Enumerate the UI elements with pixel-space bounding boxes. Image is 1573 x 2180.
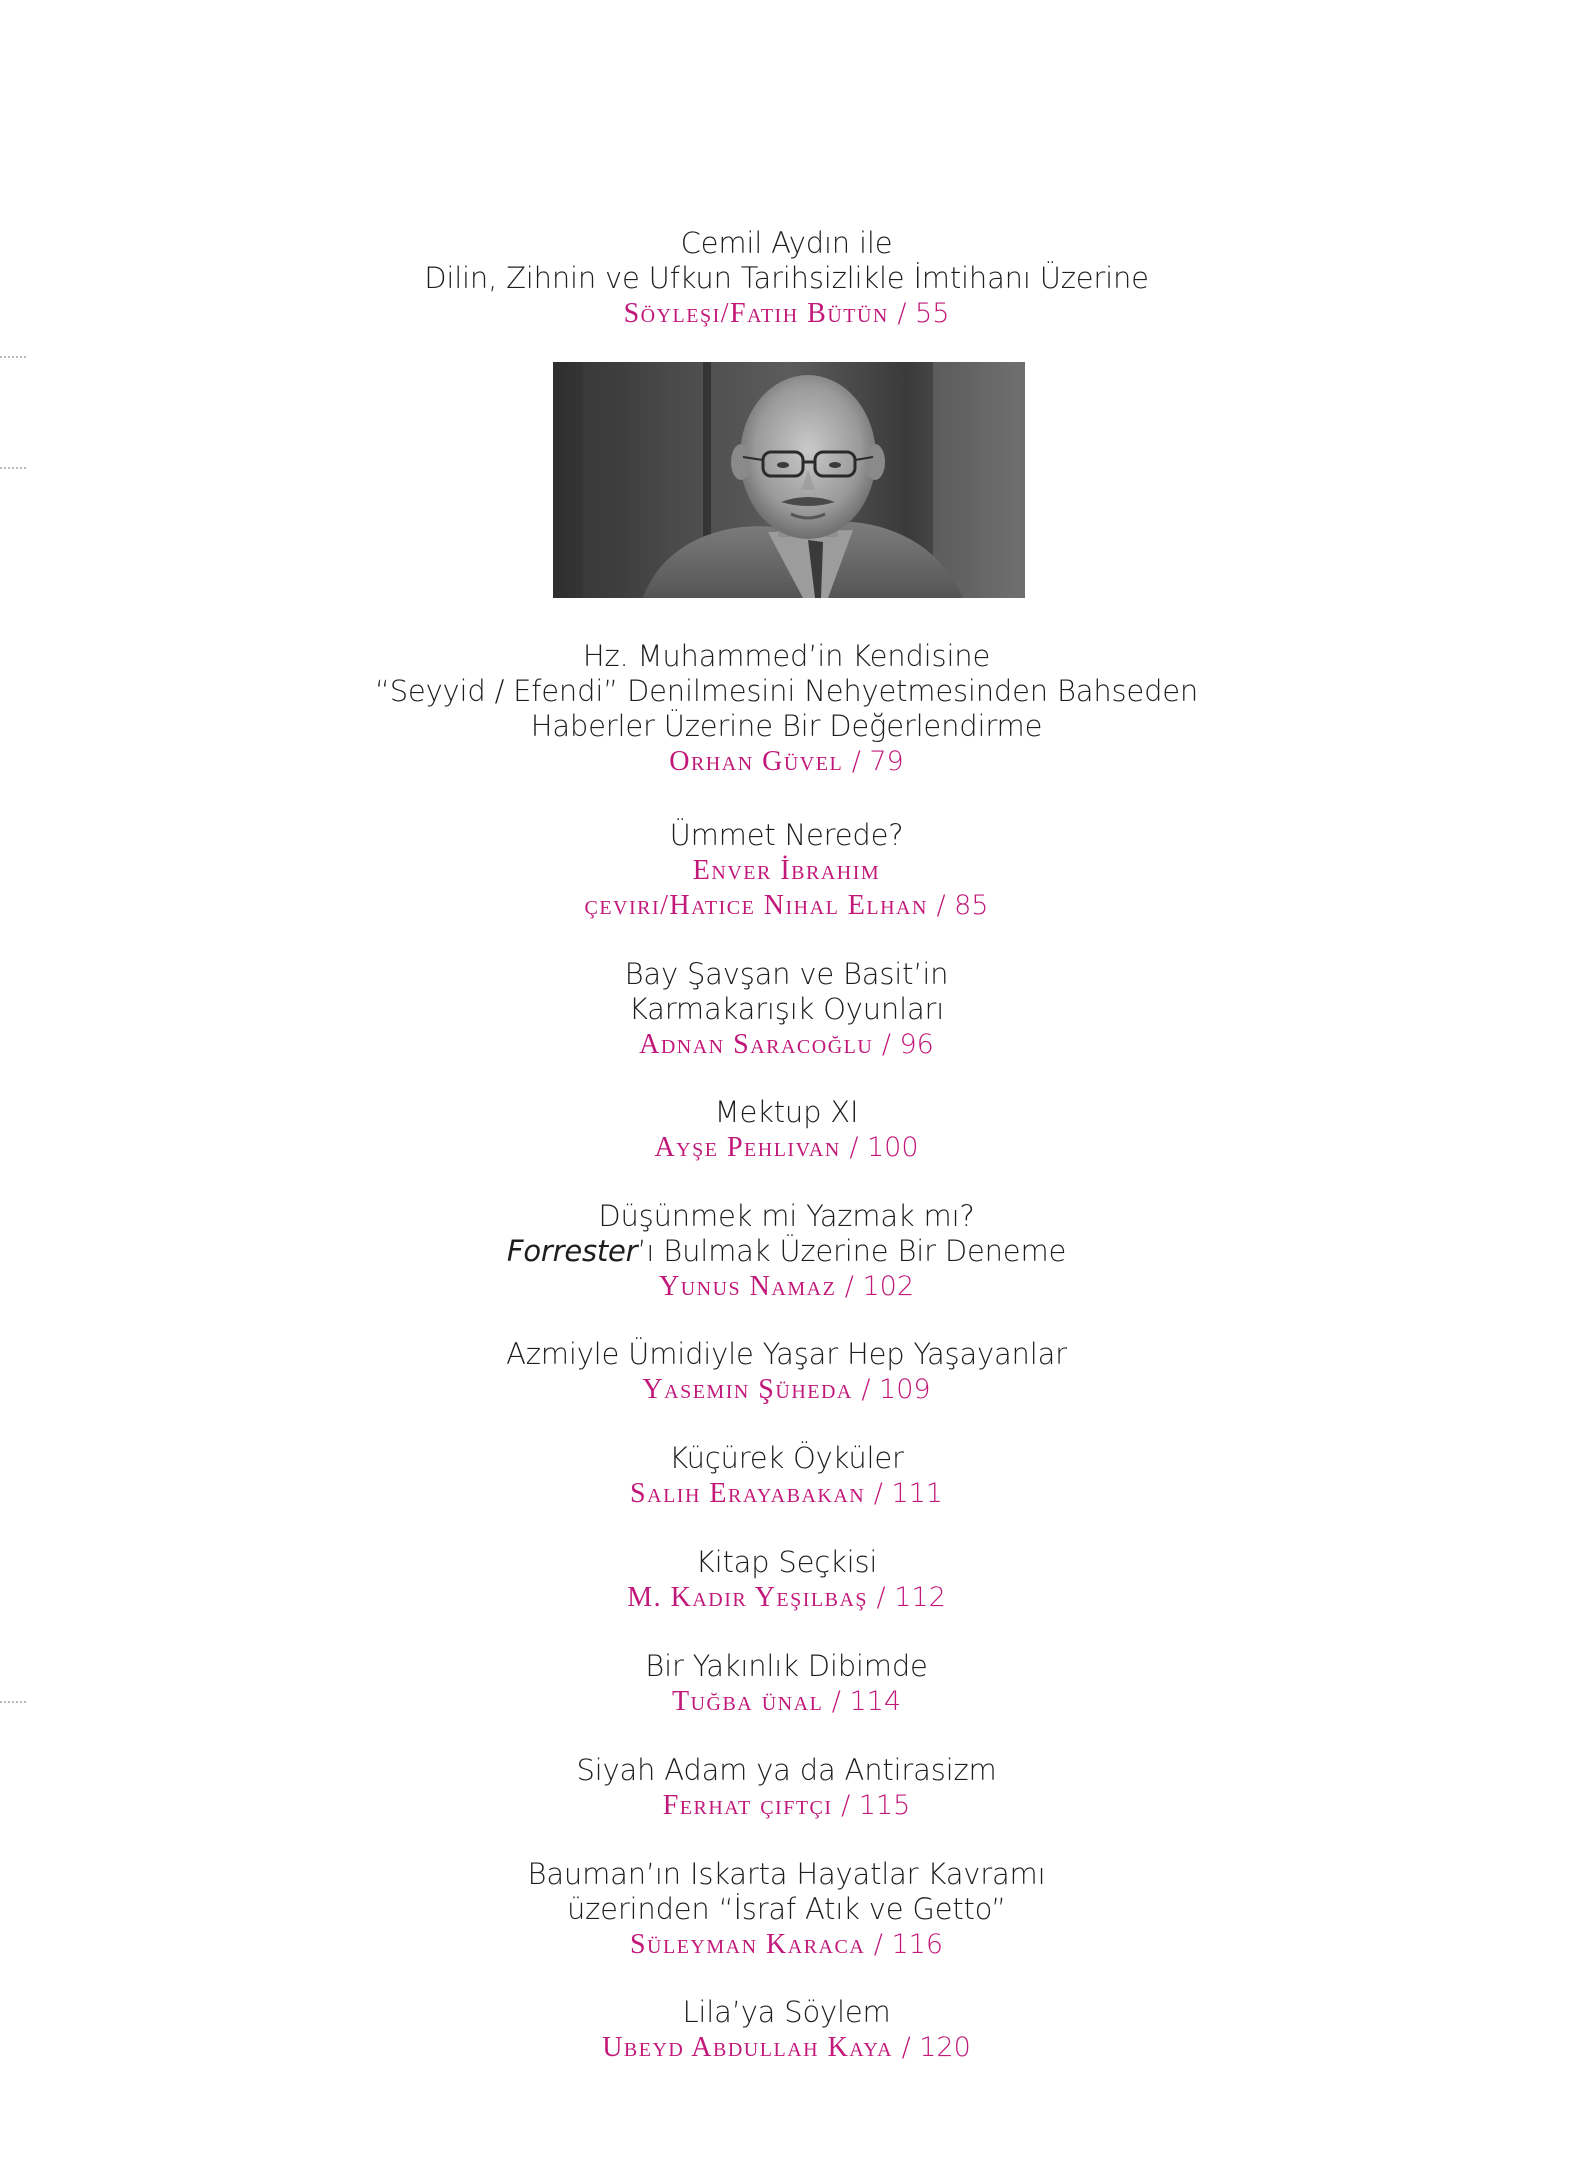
author-name: Orhan Güvel	[669, 746, 844, 777]
page-number: / 116	[873, 1929, 943, 1960]
entry-byline	[0, 296, 1573, 331]
page-number: / 85	[936, 890, 989, 921]
author-name: Enver İbrahim	[692, 855, 881, 886]
author-name: Söyleşi/Fatih Bütün	[623, 298, 889, 329]
author-name: Adnan Saracoğlu	[639, 1029, 874, 1060]
page-number: / 79	[851, 746, 904, 777]
entry-byline	[0, 1788, 1573, 1823]
entry-byline	[0, 1372, 1573, 1407]
page-number: / 109	[861, 1374, 931, 1405]
entry-title: Kitap Seçkisi	[695, 1545, 878, 1579]
entry-byline	[0, 744, 1573, 779]
page-number: / 55	[897, 298, 950, 329]
entry-title: Lila’ya Söylem	[682, 1995, 891, 2029]
entry-title: Bir Yakınlık Dibimde	[645, 1649, 928, 1683]
author-name: Salih Erayabakan	[630, 1478, 866, 1509]
author-name: M. Kadir Yeşilbaş	[627, 1582, 869, 1613]
author-photo	[553, 362, 1025, 598]
entry-title: Hz. Muhammed’in Kendisine	[582, 639, 991, 673]
entry-title: Bauman’ın Iskarta Hayatlar Kavramı	[527, 1857, 1046, 1891]
toc-entry	[0, 957, 1573, 1062]
toc-entry	[0, 1753, 1573, 1823]
toc-entry	[0, 1095, 1573, 1165]
entry-byline	[0, 1269, 1573, 1304]
entry-byline	[0, 1130, 1573, 1165]
entry-byline	[0, 1927, 1573, 1962]
entry-byline	[0, 1027, 1573, 1062]
toc-entry	[0, 1545, 1573, 1615]
toc-entry	[0, 1857, 1573, 1962]
entry-title: Cemil Aydın ile	[680, 226, 893, 260]
page-number: / 96	[881, 1029, 934, 1060]
entry-title: üzerinden “İsraf Atık ve Getto”	[566, 1892, 1007, 1926]
translator-name: çeviri/Hatice Nihal Elhan	[584, 890, 928, 921]
author-name: Ayşe Pehlivan	[654, 1132, 841, 1163]
author-name: Ubeyd Abdullah Kaya	[602, 2032, 894, 2063]
author-name: Yasemin Şüheda	[642, 1374, 853, 1405]
entry-byline	[0, 888, 1573, 923]
toc-entry	[0, 1649, 1573, 1719]
entry-byline	[0, 2030, 1573, 2065]
entry-title: Karmakarışık Oyunları	[628, 992, 945, 1026]
entry-title-rest: ’ı Bulmak Üzerine Bir Deneme	[637, 1234, 1067, 1268]
author-name: Süleyman Karaca	[629, 1929, 866, 1960]
toc-entry	[0, 1199, 1573, 1304]
entry-byline	[0, 1580, 1573, 1615]
entry-title: Düşünmek mi Yazmak mı?	[598, 1199, 975, 1233]
margin-dots	[0, 356, 26, 358]
toc-entry	[0, 1995, 1573, 2065]
entry-title: “Seyyid / Efendi” Denilmesini Nehyetmesinden Bahseden	[374, 674, 1199, 708]
toc-entry	[0, 1337, 1573, 1407]
page-number: / 102	[844, 1271, 914, 1302]
margin-dots	[0, 467, 26, 469]
entry-byline	[0, 1476, 1573, 1511]
page-number: / 120	[901, 2032, 971, 2063]
author-name: Yunus Namaz	[659, 1271, 837, 1302]
page-number: / 111	[873, 1478, 943, 1509]
toc-entry	[0, 639, 1573, 779]
author-name: Tuğba ünal	[671, 1686, 824, 1717]
entry-title: Bay Şavşan ve Basit’in	[624, 957, 949, 991]
entry-title: Mektup XI	[714, 1095, 859, 1129]
page-number: / 115	[841, 1790, 911, 1821]
entry-byline	[0, 1684, 1573, 1719]
page-number: / 112	[876, 1582, 946, 1613]
entry-title: Küçürek Öyküler	[669, 1441, 904, 1475]
toc-entry	[0, 1441, 1573, 1511]
entry-title: Dilin, Zihnin ve Ufkun Tarihsizlikle İmtihanı Üzerine	[424, 261, 1149, 295]
page-number: / 114	[831, 1686, 902, 1717]
page-number: / 100	[849, 1132, 919, 1163]
entry-title	[0, 1234, 1573, 1269]
entry-title: Siyah Adam ya da Antirasizm	[576, 1753, 997, 1787]
film-title: Forrester	[506, 1234, 638, 1268]
entry-title: Haberler Üzerine Bir Değerlendirme	[530, 709, 1043, 743]
entry-title: Ümmet Nerede?	[669, 818, 904, 852]
entry-title: Azmiyle Ümidiyle Yaşar Hep Yaşayanlar	[506, 1337, 1067, 1371]
portrait-image	[553, 362, 1025, 598]
toc-entry	[0, 818, 1573, 923]
author-name: Ferhat çiftçi	[662, 1790, 833, 1821]
toc-entry	[0, 226, 1573, 331]
